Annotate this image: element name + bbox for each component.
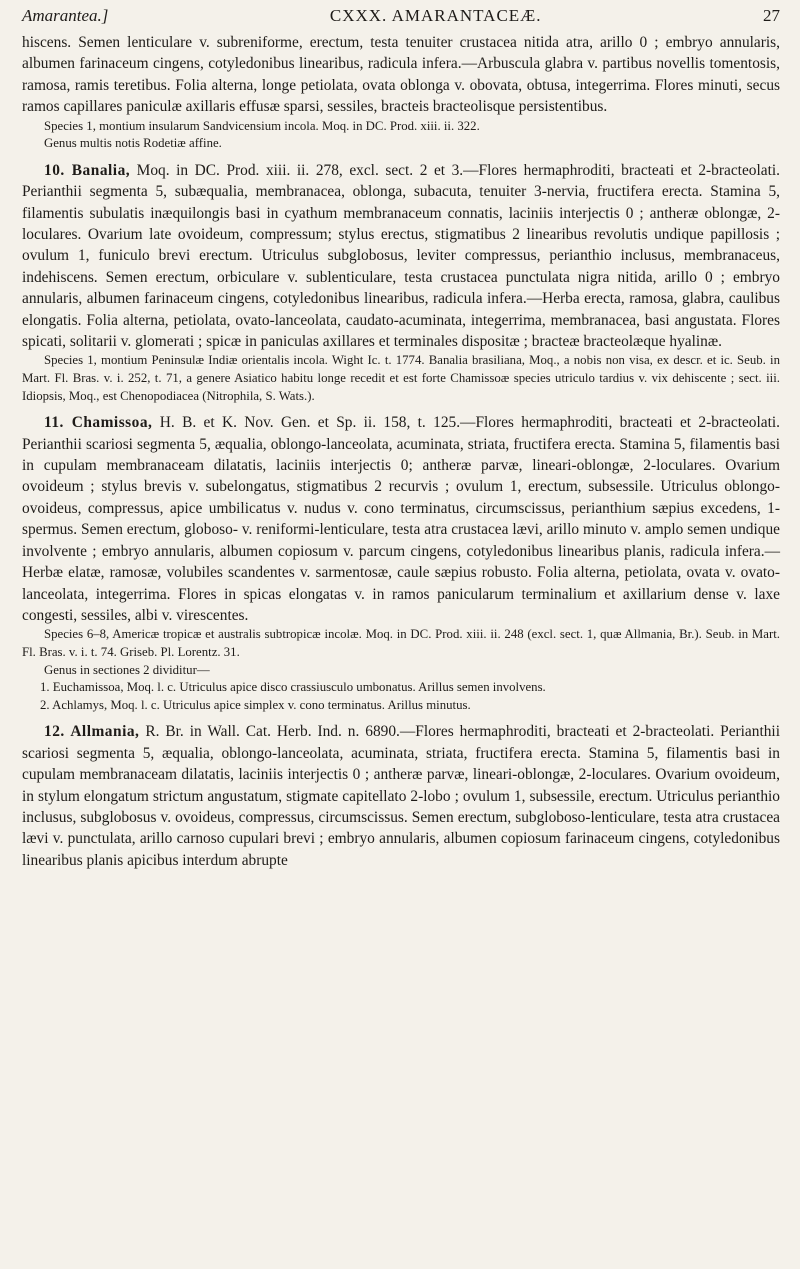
genus-chamissoa-paragraph <box>22 412 780 626</box>
genus-chamissoa-name: 11. Chamissoa, <box>44 414 153 432</box>
chamissoa-species-note: Species 6–8, Americæ tropicæ et australis subtropicæ incolæ. Moq. in DC. Prod. xiii. ii. 248 (excl. sect. 1, quæ Allmania, Br.). Seub. in Mart. Fl. Bras. v. i. t. 74. Griseb. Pl. Lorentz. 31. <box>22 627 780 659</box>
chamissoa-section-1: 1. Euchamissoa, Moq. l. c. Utriculus apice disco crassiusculo umbonatus. Arillus semen involvens. <box>40 680 546 695</box>
genus-allmania-paragraph <box>22 721 780 871</box>
genus-allmania-name: 12. Allmania, <box>44 723 140 741</box>
intro-paragraph: hiscens. Semen lenticulare v. subreniforme, erectum, testa tenuiter crustacea nitida atra, arillo 0 ; embryo annularis, albumen farinaceum cingens, cotyledonibus linearibus, radicula infera.—Arbuscula glabra v. partibus novellis tomentosis, ramosa, ramis teretibus. Folia alterna, longe petiolata, ovata oblonga v. obovata, obtusa, integerrima. Flores minuti, secus ramos capillares paniculæ axillaris effusæ sparsi, sessiles, bracteis bracteolisque persistentibus. <box>22 34 780 116</box>
header-family: Amarantea.] <box>22 6 109 25</box>
genus-allmania-text: R. Br. in Wall. Cat. Herb. Ind. n. 6890.—Flores hermaphroditi, bracteati et 2-bracteolati. Perianthii scariosi segmenta 5, æqualia, oblongo-lanceolata, acuminata, striata, fructifera erecta. Stamina 5, filamentis basi in cupulam membranaceam dilatatis, laciniis interjectis 0 ; antheræ parvæ, lineari-oblongæ, 2-loculares. Ovarium ovoideum, in stylum elongatum strictum angustatum, stigmate capitellato 2-lobo ; ovulum 1, subsessile, erectum. Utriculus perianthio inclusus, subglobosus v. ovoideus, compressus, circumscissus. Semen erectum, subgloboso-lenticulare, testa atra crustacea lævi v. punctulata, arillo carnoso cupulari brevi ; embryo annularis, albumen copiosum farinaceum cingens, cotyledonibus linearibus planis apicibus interdum abrupte <box>22 723 780 869</box>
genus-banalia-paragraph <box>22 160 780 353</box>
chamissoa-section-2: 2. Achlamys, Moq. l. c. Utriculus apice simplex v. cono terminatus. Arillus minutus. <box>40 697 471 712</box>
chamissoa-sections-intro: Genus in sectiones 2 dividitur— <box>44 662 210 677</box>
banalia-species-note: Species 1, montium Peninsulæ Indiæ orientalis incola. Wight Ic. t. 1774. Banalia brasiliana, Moq., a nobis non visa, ex descr. et ic. Seub. in Mart. Fl. Bras. v. i. 252, t. 71, a genere Asiatico habitu longe recedit et est forte Chamissoæ species utriculo tardius v. vix dehiscente ; sect. iii. Idiopsis, Moq., est Chenopodiacea (Nitrophila, S. Wats.). <box>22 353 780 403</box>
genus-chamissoa-text: H. B. et K. Nov. Gen. et Sp. ii. 158, t. 125.—Flores hermaphroditi, bracteati et 2-bracteolati. Perianthii scariosi segmenta 5, æqualia, oblongo-lanceolata, acuminata, striata, fructifera erecta. Stamina 5, filamentis basi in cupulam membranaceam dilatatis, laciniis interjectis 0; antheræ parvæ, lineari-oblongæ, 2-loculares. Ovarium ovoideum ; stylus brevis v. subelongatus, stigmatibus 2 recurvis ; ovulum 1, erectum, subsessile. Utriculus oblongo-ovoideus, compressus, apice umbilicatus v. nudus v. cono terminatus, circumscissus, perianthium sæpius excedens, 1-spermus. Semen erectum, globoso- v. reniformi-lenticulare, testa atra crustacea lævi, arillo minuto v. amplo semen undique involvente ; embryo annularis, albumen copiosum v. parcum cingens, cotyledonibus linearibus planis, radicula infera.—Herbæ elatæ, ramosæ, volubiles scandentes v. sarmentosæ, caule sæpius robusto. Folia alterna, petiolata, ovata v. ovato-lanceolata, integerrima. Flores in spicas elongatas v. in ramos panicularum terminalium et axillarium dense v. laxe congesti, sessiles, albi v. virescentes. <box>22 414 780 624</box>
genus-banalia-name: 10. Banalia, <box>44 161 131 179</box>
intro-species-note: Species 1, montium insularum Sandvicensium incola. Moq. in DC. Prod. xiii. ii. 322. <box>44 118 480 133</box>
running-header <box>22 6 780 26</box>
genus-banalia-text: Moq. in DC. Prod. xiii. ii. 278, excl. sect. 2 et 3.—Flores hermaphroditi, bracteati et 2-bracteolati. Perianthii segmenta 5, subæqualia, membranacea, oblonga, subacuta, tenuiter 3-nervia, fructifera erecta. Stamina 5, filamentis subulatis inæquilongis basi in cyathum membranaceum connatis, laciniis interjectis 0 ; antheræ oblongæ, 2-loculares. Ovarium late ovoideum, compressum; stylus erectus, stigmatibus 2 linearibus revolutis undique papillosis ; ovulum 1, funiculo brevi erectum. Utriculus subglobosus, leviter compressus, perianthio inclusus, membranaceus, indehiscens. Semen erectum, orbiculare v. sublenticulare, testa crustacea punctulata nigra nitida, arillo 0 ; embryo annularis, albumen farinaceum cingens, cotyledonibus linearibus, radicula infera.—Herba erecta, ramosa, glabra, caulibus elongatis. Folia alterna, petiolata, ovato-lanceolata, caudato-acuminata, integerrima, membranacea, basi angustata. Flores spicati, solitarii v. glomerati ; spicæ in paniculas axillares et terminales dispositæ ; bracteæ bracteolæque hyalinæ. <box>22 161 780 351</box>
intro-genus-note: Genus multis notis Rodetiæ affine. <box>44 136 222 151</box>
page-number: 27 <box>762 6 780 25</box>
header-title: CXXX. AMARANTACEÆ. <box>329 6 542 25</box>
